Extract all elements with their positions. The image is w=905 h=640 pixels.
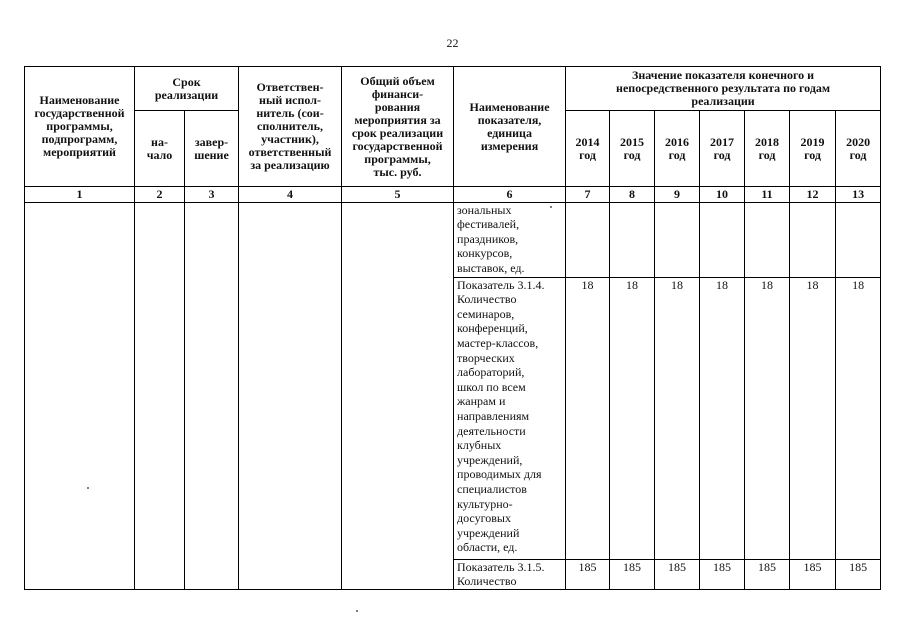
column-number: 5: [342, 187, 454, 203]
value-cell: [700, 202, 745, 277]
header-year: 2014 год: [566, 111, 610, 187]
start-cell: [135, 202, 185, 589]
value-cell: [566, 202, 610, 277]
column-number: 9: [655, 187, 700, 203]
value-cell: 18: [745, 277, 790, 559]
header-year: 2016 год: [655, 111, 700, 187]
column-number: 4: [239, 187, 342, 203]
value-cell: 18: [790, 277, 836, 559]
header-responsible: Ответствен- ный испол- нитель (сои- сполнитель, участник), ответственный за реализацию: [239, 67, 342, 187]
indicator-table: [24, 66, 881, 590]
value-cell: 18: [655, 277, 700, 559]
responsible-cell: [239, 202, 342, 589]
value-cell: [610, 202, 655, 277]
value-cell: 185: [745, 559, 790, 589]
column-number: 7: [566, 187, 610, 203]
end-cell: [185, 202, 239, 589]
column-number: 13: [836, 187, 881, 203]
header-term: Срок реализации: [135, 67, 239, 111]
value-cell: [836, 202, 881, 277]
scan-speck: [87, 487, 89, 489]
scan-speck: [356, 610, 358, 612]
value-cell: [790, 202, 836, 277]
value-cell: 18: [700, 277, 745, 559]
header-year: 2017 год: [700, 111, 745, 187]
value-cell: [745, 202, 790, 277]
column-number-row: [25, 187, 881, 203]
header-funding: Общий объем финанси- рования мероприятия за срок реализации государственной программы, тыс. руб.: [342, 67, 454, 187]
column-number: 8: [610, 187, 655, 203]
header-year: 2018 год: [745, 111, 790, 187]
value-cell: 185: [566, 559, 610, 589]
value-cell: [655, 202, 700, 277]
funding-cell: [342, 202, 454, 589]
indicator-name-cell: Показатель 3.1.5. Количество: [454, 559, 566, 589]
value-cell: 18: [566, 277, 610, 559]
indicator-name-cell: зональных фестивалей, праздников, конкурсов, выставок, ед.: [454, 202, 566, 277]
program-name-cell: [25, 202, 135, 589]
column-number: 6: [454, 187, 566, 203]
column-number: 1: [25, 187, 135, 203]
table-row: [25, 202, 881, 277]
header-values-group: Значение показателя конечного и непосредственного результата по годам реализации: [566, 67, 881, 111]
indicator-name-cell: Показатель 3.1.4. Количество семинаров, конференций, мастер-классов, творческих лабораторий, школ по всем жанрам и направлениям деятельности клубных учреждений, проводимых для специалистов культурно- досуговых учреждений области, ед.: [454, 277, 566, 559]
column-number: 2: [135, 187, 185, 203]
column-number: 12: [790, 187, 836, 203]
value-cell: 185: [790, 559, 836, 589]
column-number: 3: [185, 187, 239, 203]
value-cell: 185: [700, 559, 745, 589]
header-end: завер- шение: [185, 111, 239, 187]
header-year: 2019 год: [790, 111, 836, 187]
value-cell: 18: [610, 277, 655, 559]
column-number: 10: [700, 187, 745, 203]
value-cell: 185: [655, 559, 700, 589]
header-year: 2015 год: [610, 111, 655, 187]
header-indicator-name: Наименование показателя, единица измерения: [454, 67, 566, 187]
page-number: 22: [446, 36, 459, 50]
value-cell: 185: [836, 559, 881, 589]
header-program-name: Наименование государственной программы, подпрограмм, мероприятий: [25, 67, 135, 187]
scan-speck: [550, 206, 552, 208]
value-cell: 185: [610, 559, 655, 589]
header-year: 2020 год: [836, 111, 881, 187]
value-cell: 18: [836, 277, 881, 559]
column-number: 11: [745, 187, 790, 203]
header-start: на- чало: [135, 111, 185, 187]
